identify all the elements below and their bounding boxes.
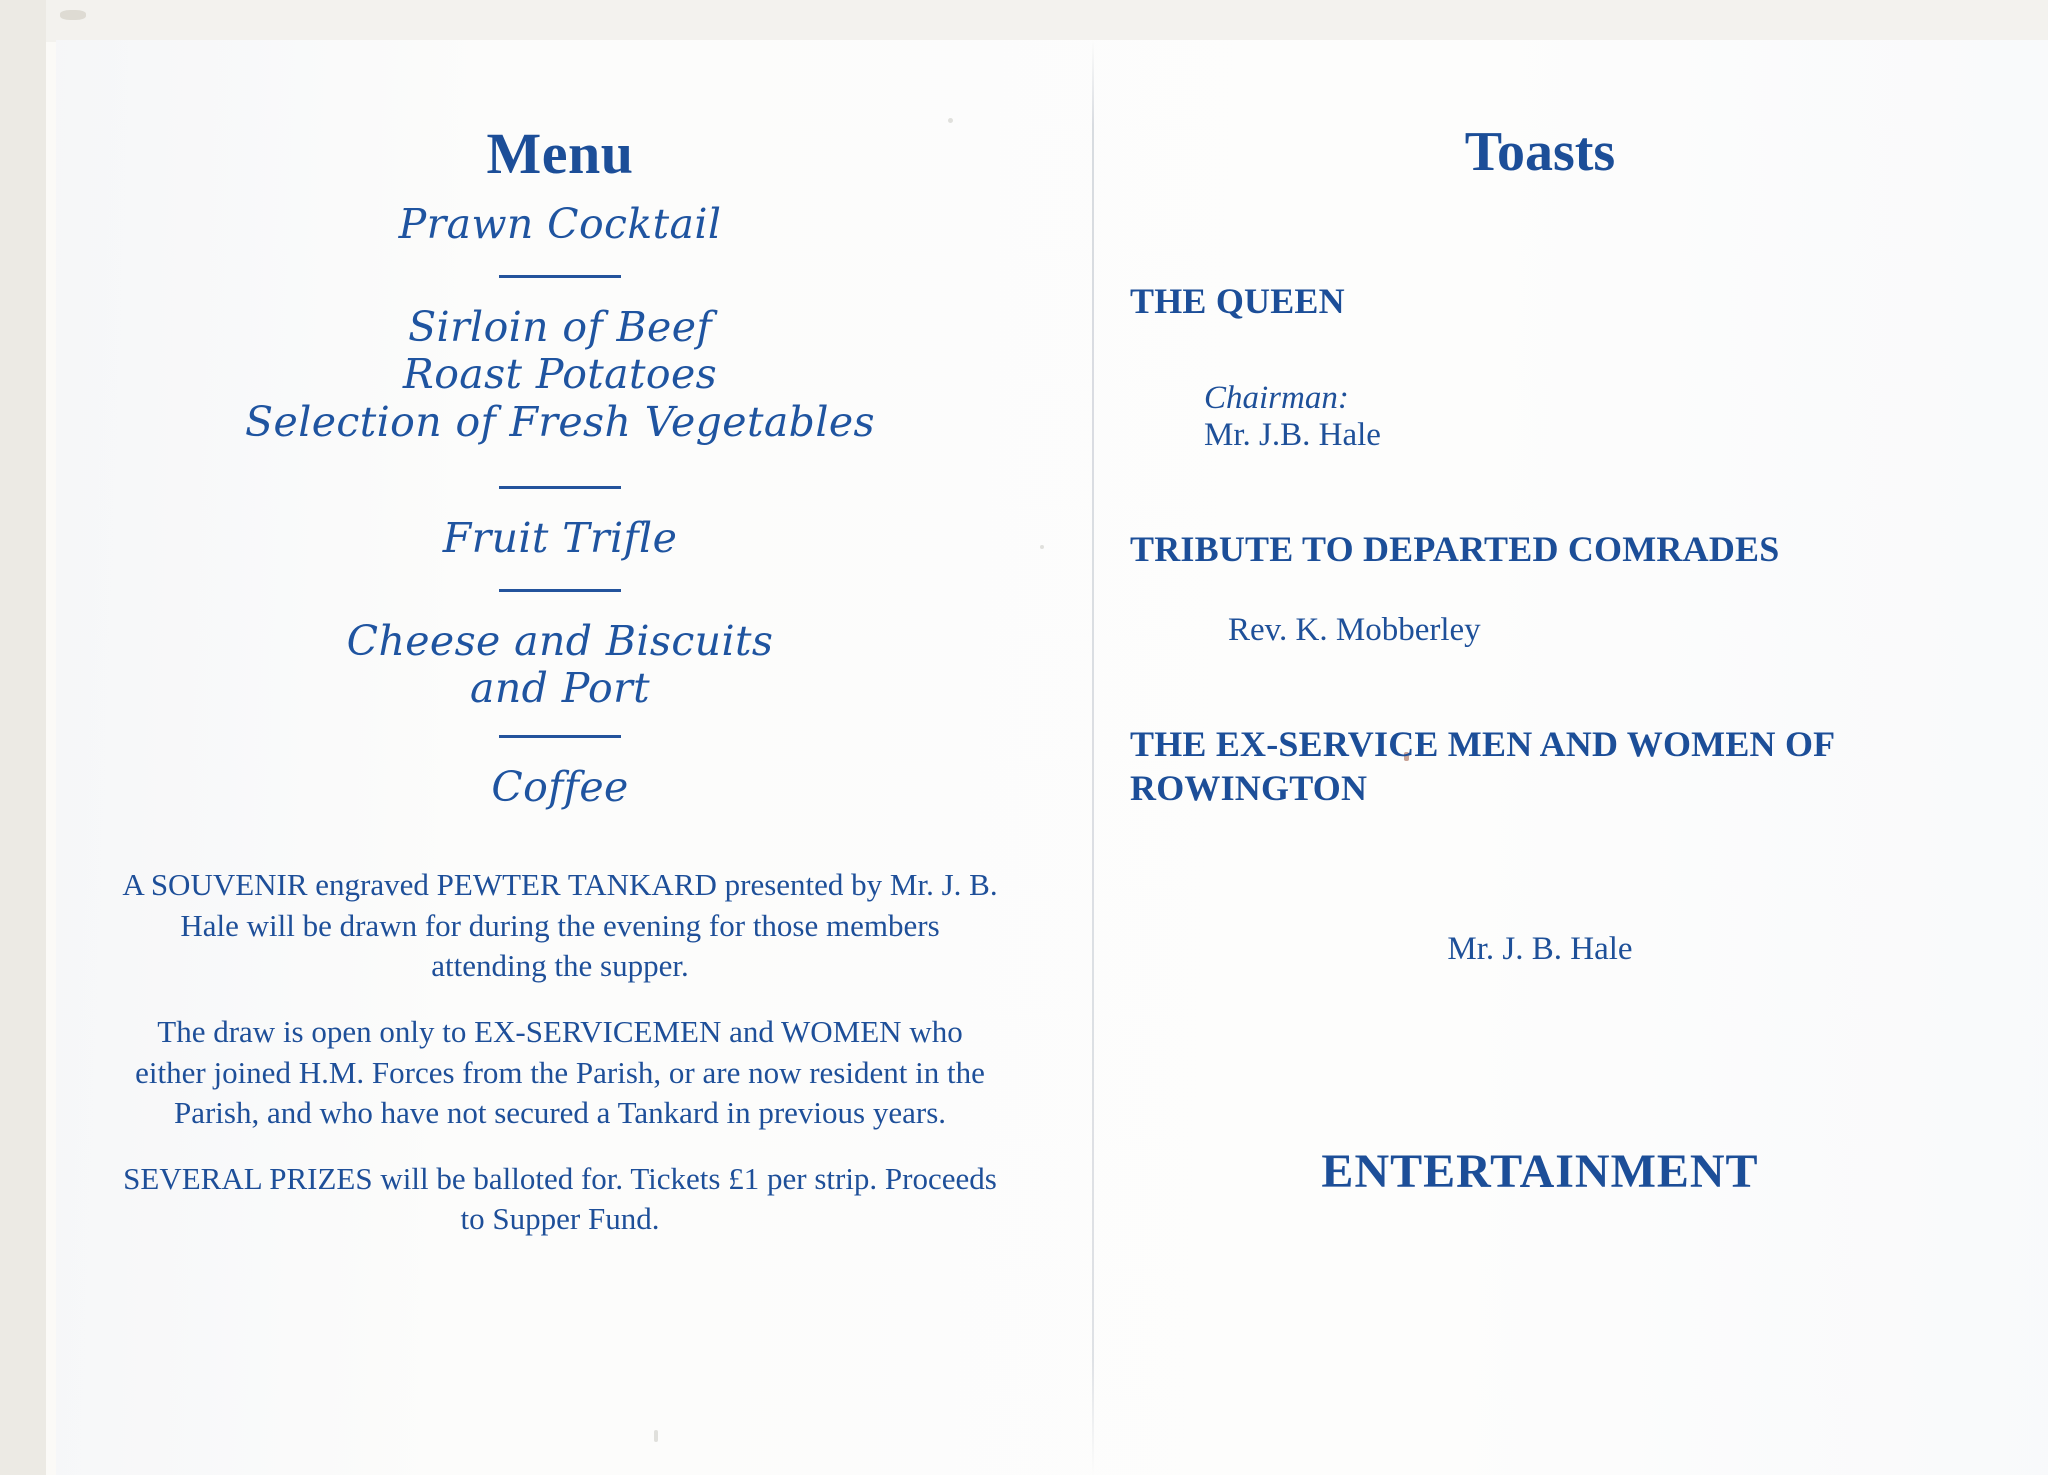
menu-course-3-line-1: Fruit Trifle — [442, 514, 678, 563]
menu-course-5-line-1: Coffee — [491, 762, 629, 811]
menu-note-2: The draw is open only to EX-SERVICEMEN and WOMEN who either joined H.M. Forces from the Parish, or are now resident in the Parish, and who have not secured a Tankard in previous years. — [135, 1014, 985, 1130]
paper-speck — [1040, 545, 1044, 549]
toast-2-name: Rev. K. Mobberley — [1228, 611, 1481, 648]
spacer — [1130, 968, 1950, 1088]
toast-1-name: Mr. J.B. Hale — [1204, 416, 1381, 453]
entertainment-heading: ENTERTAINMENT — [1321, 1144, 1759, 1198]
menu-course-1-line-1: Prawn Cocktail — [398, 200, 722, 248]
spacer — [1130, 454, 1950, 528]
menu-title: Menu — [486, 121, 634, 186]
menu-course-4-line-2: and Port — [469, 664, 650, 713]
spacer — [1130, 324, 1950, 380]
toast-3-name: Mr. J. B. Hale — [1447, 930, 1633, 967]
menu-course-2-line-1: Sirloin of Beef — [408, 302, 712, 351]
spacer — [1130, 811, 1950, 931]
menu-divider-rule — [499, 735, 621, 738]
toasts-column — [1130, 120, 1950, 1199]
menu-note-3: SEVERAL PRIZES will be balloted for. Tickets £1 per strip. Proceeds to Supper Fund. — [123, 1161, 997, 1237]
toast-1-role: Chairman: — [1204, 379, 1349, 416]
paper-speck — [60, 10, 86, 20]
menu-notes — [120, 865, 1000, 1239]
menu-course-4-line-1: Cheese and Biscuits — [346, 616, 774, 665]
menu-note-1: A SOUVENIR engraved PEWTER TANKARD presented by Mr. J. B. Hale will be drawn for during the evening for those members attending the supper. — [122, 867, 998, 983]
toast-3-heading: THE EX-SERVICE MEN AND WOMEN OF ROWINGTON — [1130, 723, 1834, 808]
spacer — [1130, 1088, 1950, 1144]
paper-speck — [654, 1430, 658, 1442]
spacer — [1130, 572, 1950, 612]
menu-divider-rule — [499, 486, 621, 489]
menu-divider-rule — [499, 589, 621, 592]
scan-background-left — [0, 0, 46, 1475]
menu-course-2-line-2: Roast Potatoes — [402, 350, 718, 399]
menu-course-2-line-3: Selection of Fresh Vegetables — [245, 397, 875, 446]
toast-1-heading: THE QUEEN — [1130, 281, 1345, 321]
menu-column — [120, 120, 1000, 1240]
spacer — [1130, 649, 1950, 723]
toasts-title: Toasts — [1464, 121, 1616, 183]
toast-2-heading: TRIBUTE TO DEPARTED COMRADES — [1130, 528, 1780, 569]
menu-divider-rule — [499, 275, 621, 278]
scan-background-top — [0, 0, 2048, 42]
center-fold-line — [1092, 40, 1094, 1475]
